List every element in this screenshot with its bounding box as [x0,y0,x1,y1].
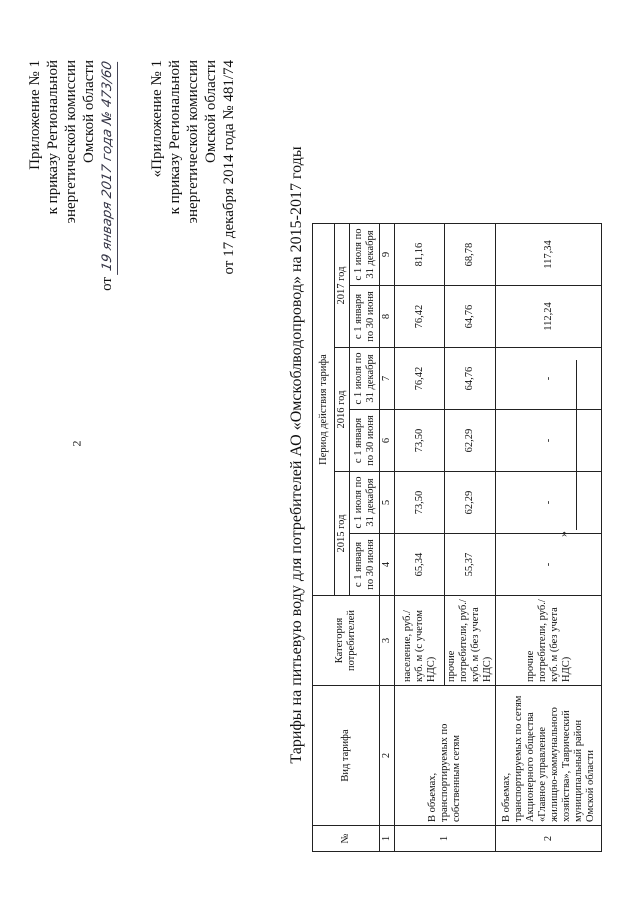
header-num: № [313,826,380,852]
tariff-value: - [496,534,602,596]
tariff-table [312,223,602,852]
page-number: 2 [69,440,84,447]
row-tariff-type: В объемах, транспортируемых по собственным сетям [395,686,496,826]
header-year: 2016 год [335,348,350,472]
rotated-page [20,40,620,870]
header-period: Период действия тарифа [313,224,335,596]
tariff-value: 73,50 [395,472,445,534]
tariff-value: - [496,410,602,472]
tariff-value: 64,76 [445,286,496,348]
row-num: 1 [395,826,496,852]
appendix-date-line [98,60,118,360]
appendix-line: энергетической комиссии [185,60,201,224]
header-half: с 1 июля по 31 декабря [350,224,380,286]
header-half: с 1 января по 30 июня [350,286,380,348]
header-year: 2017 год [335,224,350,348]
header-category: Категория потребителей [313,596,380,686]
column-number-row [380,224,395,852]
row-num: 2 [496,826,602,852]
col-number: 7 [380,348,395,410]
tariff-value: 64,76 [445,348,496,410]
tariff-value: 76,42 [395,286,445,348]
tariff-value: 76,42 [395,348,445,410]
row-tariff-type: В объемах, транспортируемых по сетям Акционерного общества «Главное управление жилищно-коммунального хозяйства», Таврический муниципальный район Омской области [496,686,602,826]
header-tariff-type: Вид тарифа [313,686,380,826]
col-number: 6 [380,410,395,472]
tariff-value: 62,29 [445,410,496,472]
appendix-order-block [26,60,118,360]
tariff-value: 73,50 [395,410,445,472]
tariff-value: - [496,348,602,410]
appendix-line: к приказу Региональной [45,60,61,215]
header-half: с 1 января по 30 июня [350,534,380,596]
col-number: 9 [380,224,395,286]
appendix-line: Приложение № 1 [27,60,43,170]
document-title: Тарифы на питьевую воду для потребителей АО «Омскоблводопровод» на 2015-2017 годы [288,146,305,764]
tariff-value: 117,34 [496,224,602,286]
col-number: 3 [380,596,395,686]
tariff-value: 81,16 [395,224,445,286]
tariff-value: 65,34 [395,534,445,596]
col-number: 4 [380,534,395,596]
col-number: 8 [380,286,395,348]
tariff-value: 68,78 [445,224,496,286]
row-category: прочие потребители, руб./куб. м (без учета НДС) [496,596,602,686]
header-half: с 1 июля по 31 декабря [350,472,380,534]
col-number: 1 [380,826,395,852]
closing-rule [576,360,577,530]
appendix-line: энергетической комиссии [63,60,79,224]
handwritten-date: 19 января 2017 года № 473/60 [99,58,118,275]
col-number: 5 [380,472,395,534]
appendix-line: к приказу Региональной [167,60,183,215]
header-half: с 1 января по 30 июня [350,410,380,472]
table-row [496,224,602,852]
appendix-line: от 17 декабря 2014 года № 481/74 [221,60,237,275]
col-number: 2 [380,686,395,826]
appendix-original-block [148,60,238,420]
appendix-line: Омской области [203,60,219,163]
from-prefix: от [99,277,115,291]
tariff-value: - [496,472,602,534]
tariff-value: 112,24 [496,286,602,348]
closing-quote: » [556,531,570,537]
appendix-line: «Приложение № 1 [149,60,165,178]
tariff-value: 62,29 [445,472,496,534]
appendix-line: Омской области [81,60,97,163]
header-half: с 1 июля по 31 декабря [350,348,380,410]
header-year: 2015 год [335,472,350,596]
table-row [395,224,445,852]
row-category: прочие потребители, руб./куб. м (без учета НДС) [445,596,496,686]
tariff-value: 55,37 [445,534,496,596]
row-category: население, руб./куб. м (с учетом НДС) [395,596,445,686]
